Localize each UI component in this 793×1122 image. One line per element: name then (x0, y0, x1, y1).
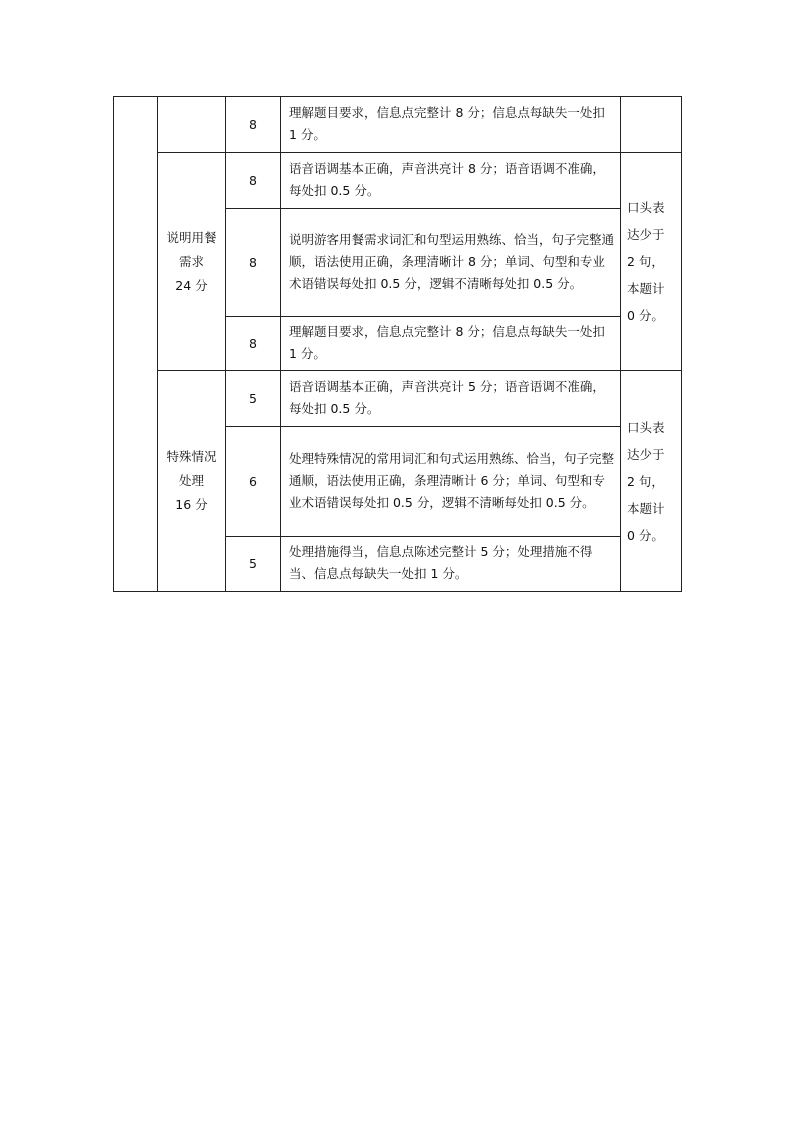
criteria-cell: 说明游客用餐需求词汇和句型运用熟练、恰当，句子完整通顺，语法使用正确，条理清晰计 8 分；单词、句型和专业术语错误每处扣 0.5 分，逻辑不清晰每处扣 0.5 分。 (281, 209, 621, 317)
category-cell (158, 371, 226, 592)
category-name: 说明用餐需求 (166, 229, 217, 269)
criteria-cell: 理解题目要求，信息点完整计 8 分；信息点每缺失一处扣 1 分。 (281, 317, 621, 371)
criteria-cell: 语音语调基本正确，声音洪亮计 5 分；语音语调不准确，每处扣 0.5 分。 (281, 371, 621, 427)
criteria-cell: 语音语调基本正确，声音洪亮计 8 分；语音语调不准确，每处扣 0.5 分。 (281, 153, 621, 209)
score-cell: 8 (226, 317, 281, 371)
score-cell: 8 (226, 209, 281, 317)
empty-category-cell (158, 97, 226, 153)
table-row (114, 97, 682, 153)
table-row (114, 153, 682, 209)
scoring-rubric-table (113, 96, 682, 592)
table-row (114, 371, 682, 427)
note-cell: 口头表达少于 2 句，本题计 0 分。 (621, 371, 682, 592)
empty-note-cell (621, 97, 682, 153)
score-cell: 6 (226, 427, 281, 537)
score-cell: 8 (226, 153, 281, 209)
category-points: 24 分 (175, 277, 208, 293)
score-cell: 5 (226, 537, 281, 592)
score-cell: 5 (226, 371, 281, 427)
category-name: 特殊情况处理 (166, 449, 217, 488)
outer-merged-cell (114, 97, 158, 592)
category-cell (158, 153, 226, 371)
criteria-cell: 处理特殊情况的常用词汇和句式运用熟练、恰当，句子完整通顺，语法使用正确，条理清晰计 6 分；单词、句型和专业术语错误每处扣 0.5 分，逻辑不清晰每处扣 0.5 分。 (281, 427, 621, 537)
criteria-cell: 理解题目要求，信息点完整计 8 分；信息点每缺失一处扣 1 分。 (281, 97, 621, 153)
category-points: 16 分 (175, 497, 208, 512)
note-cell: 口头表达少于 2 句，本题计 0 分。 (621, 153, 682, 371)
criteria-cell: 处理措施得当，信息点陈述完整计 5 分；处理措施不得当、信息点每缺失一处扣 1 分。 (281, 537, 621, 592)
score-cell: 8 (226, 97, 281, 153)
